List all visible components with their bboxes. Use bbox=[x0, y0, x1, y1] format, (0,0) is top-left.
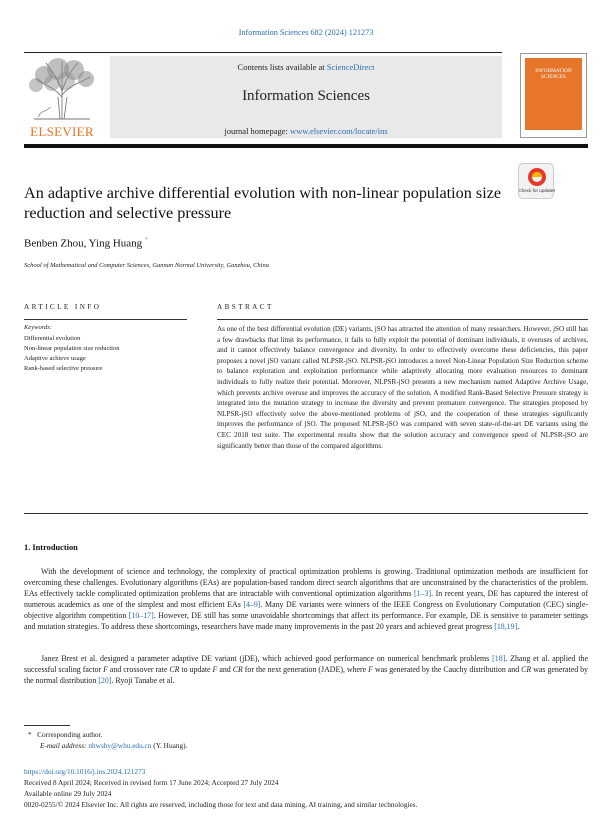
keyword: Adaptive achieve usage bbox=[24, 355, 86, 362]
check-for-updates-icon bbox=[519, 164, 555, 200]
author-name[interactable]: Ying Huang bbox=[88, 237, 143, 250]
intro-paragraph-1: With the development of science and technology, the complexity of practical optimization problems is growing. Traditional optimization methods are insufficient for overcoming these challenges. Evolutionary algorithms (EAs) are population-based random direct search algorithms that are unconstrained by the characteristics of the problem. EAs effectively tackle complicated optimization problems that are intractable with conventional optimization algorithms [1–3]. In recent years, DE has captured the interest of numerous academics as one of the simplest and most efficient EAs [4–9]. Many DE variants were winners of the IEEE Congress on Evolutionary Computation (CEC) single-objective algorithm competition [10–17]. However, DE still has some unavoidable shortcomings that affect its performance. For example, DE is sensitive to parameter settings and mutation strategies. To address these shortcomings, researchers have made many improvements in the past 20 years and achieved great progress [18,19]. bbox=[24, 567, 588, 631]
available-online: Available online 29 July 2024 bbox=[24, 789, 112, 798]
cover-image bbox=[525, 58, 582, 130]
abstract-rule bbox=[217, 319, 588, 320]
footnote-corresponding: * Corresponding author. bbox=[28, 730, 103, 739]
header-rule bbox=[24, 52, 502, 53]
doi-link[interactable]: https://doi.org/10.1016/j.ins.2024.121273 bbox=[24, 767, 146, 776]
citation-link[interactable]: [1–3] bbox=[413, 588, 432, 598]
article-info-rule bbox=[24, 319, 187, 320]
journal-cover[interactable] bbox=[520, 53, 587, 138]
journal-name: Information Sciences bbox=[242, 88, 370, 104]
header-thick-rule bbox=[24, 144, 588, 148]
footnote-email: E-mail address: nhwshy@whu.edu.cn (Y. Huang). bbox=[40, 741, 188, 750]
sciencedirect-link[interactable]: ScienceDirect bbox=[326, 62, 375, 72]
keyword: Differential evolution bbox=[24, 335, 81, 342]
email-link[interactable]: nhwshy@whu.edu.cn bbox=[88, 741, 152, 750]
keyword: Non-linear population size reduction bbox=[24, 345, 120, 352]
journal-citation[interactable]: Information Sciences 682 (2024) 121273 bbox=[238, 28, 374, 37]
badge-label: Check for updates bbox=[519, 188, 555, 193]
citation-link[interactable]: [18,19] bbox=[494, 621, 518, 631]
authors: Benben Zhou, Ying Huang * bbox=[24, 236, 149, 250]
abstract-text: As one of the best differential evolution (DE) variants, jSO has attracted the attention of many researchers. However, jSO still has a few drawbacks that limit its performance, it fails to fully exploit the potential of dominant individuals, it overuses of archives, and it cannot effectively balance convergence and diversity. In order to effectively overcome these deficiencies, this paper proposes a novel jSO variant called NLPSR-jSO. NLPSR-jSO introduces a novel Non-Linear Population Size Reduction scheme to balance exploration and exploitation performance while adaptively allocating more evaluation resources to dominant individuals to fully realize their potential. Moreover, NLPSR-jSO presents a new mechanism named Adaptive Archive Usage, which prevents archive overuse and improves the accuracy of the solution. A modified Rank-Based Selective Pressure strategy is integrated into the mutation strategy to increase the diversity and prevent premature convergence. The strategies proposed by NLPSR-jSO effectively solve the above-mentioned problems of jSO, and the cooperation of these strategies significantly improves the performance of jSO. The proposed NLPSR-jSO was compared with seven state-of-the-art DE variants using the CEC 2018 test suite. The experimental results show that the solution accuracy and convergence speed of NLPSR-jSO are significantly better than those of the compared algorithms. bbox=[217, 325, 588, 450]
corresponding-mark[interactable]: * bbox=[144, 236, 149, 244]
article-title: An adaptive archive differential evolution with non-linear population size reduction and selective pressure bbox=[24, 184, 502, 222]
elsevier-wordmark: ELSEVIER bbox=[30, 124, 94, 139]
contents-line: Contents lists available at ScienceDirect bbox=[237, 62, 375, 72]
check-for-updates-badge[interactable] bbox=[518, 163, 554, 199]
keyword: Rank-based selective pressure bbox=[24, 365, 103, 372]
section-heading-introduction: 1. Introduction bbox=[24, 543, 78, 552]
affiliation: School of Mathematical and Computer Sciences, Gannan Normal University, Ganzhou, China bbox=[24, 262, 269, 269]
intro-paragraph-2: Janez Brest et al. designed a parameter adaptive DE variant (jDE), which achieved good performance on numerical benchmark problems [18]. Zhang et al. applied the successful scaling factor F and crossover rate CR to update F and CR for the next generation (JADE), where F was generated by the Cauchy distribution and CR was generated by the normal distribution [20]. Ryoji Tanabe et al. bbox=[24, 654, 589, 685]
copyright: 0020-0255/© 2024 Elsevier Inc. All rights are reserved, including those for text and data mining, AI training, and similar technologies. bbox=[24, 800, 418, 809]
article-info-heading: ARTICLE INFO bbox=[24, 303, 102, 311]
homepage-link[interactable]: www.elsevier.com/locate/ins bbox=[289, 126, 388, 136]
citation-link[interactable]: [18] bbox=[492, 654, 506, 663]
abstract-bottom-rule bbox=[24, 513, 588, 514]
journal-header-box bbox=[110, 56, 502, 138]
citation-link[interactable]: [20] bbox=[98, 675, 112, 685]
abstract-heading: ABSTRACT bbox=[217, 303, 274, 311]
footnote-rule bbox=[24, 725, 70, 726]
received-dates: Received 8 April 2024; Received in revised form 17 June 2024; Accepted 27 July 2024 bbox=[24, 778, 279, 787]
keywords-label: Keywords: bbox=[24, 324, 52, 331]
citation-link[interactable]: [10–17] bbox=[128, 610, 154, 620]
author-name[interactable]: Benben Zhou bbox=[24, 237, 84, 250]
cover-title: INFORMATION SCIENCES bbox=[535, 68, 572, 80]
citation-link[interactable]: [4–9] bbox=[243, 599, 261, 609]
homepage-line: journal homepage: www.elsevier.com/locate/ins bbox=[224, 126, 388, 136]
